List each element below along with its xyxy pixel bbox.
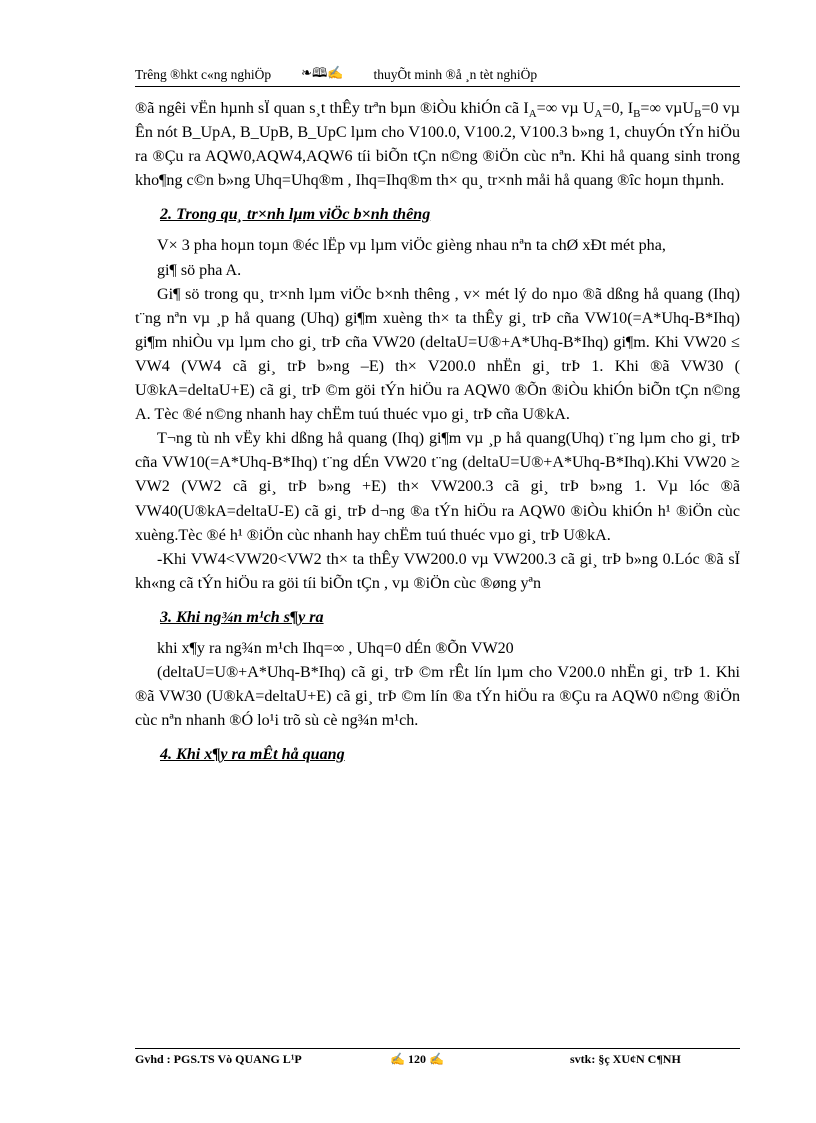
page-body bbox=[135, 97, 740, 767]
paragraph-6: -Khi VW4<VW20<VW2 th× ta thÊy VW200.0 vµ VW200.3 cã gi¸ trÞ b»ng 0.Lóc ®ã sÏ kh«ng cã tÝn hiÖu ra göi tíi biÕn tÇn , vµ ®iÖn cùc ®øng yªn bbox=[135, 550, 740, 592]
header-divider bbox=[135, 86, 740, 87]
paragraph-3: gi¶ sö pha A. bbox=[157, 261, 242, 279]
footer-advisor: Gvhd : PGS.TS Vò QUANG L¹P bbox=[135, 1052, 302, 1066]
section-heading-2: 2. Trong qu¸ tr×nh lµm viÖc b×nh thêng bbox=[160, 206, 431, 224]
paragraph-8: (deltaU=U®+A*Uhq-B*Ihq) cã gi¸ trÞ ©m rÊt lín lµm cho V200.0 nhËn gi¸ trÞ 1. Khi ®ã VW30 (U®kA=deltaU+E) cã gi¸ trÞ ©m lín ®a tÝn hiÖu ra ®Çu ra AQW0 n©ng ®iÖn cùc nªn nhanh ®Ó lo¹i trõ sù cè ng¾n m¹ch. bbox=[135, 664, 740, 730]
footer-divider bbox=[135, 1048, 740, 1049]
header-doc-title: thuyÕt minh ®å ¸n tèt nghiÖp bbox=[373, 67, 538, 82]
section-heading-4: 4. Khi x¶y ra mÊt hå quang bbox=[160, 746, 345, 764]
footer-student: svtk: §ç XU¢N C¶NH bbox=[570, 1052, 681, 1066]
header-school: Trêng ®hkt c«ng nghiÖp bbox=[135, 67, 272, 82]
header-ornament-icon: ❧🕮✍ bbox=[301, 65, 344, 80]
paragraph-4: Gi¶ sö trong qu¸ tr×nh lµm viÖc b×nh thêng , v× mét lý do nµo ®ã dßng hå quang (Ihq) t¨ng nªn vµ ¸p hå quang (Uhq) gi¶m xuèng th× ta thÊy gi¸ trÞ cña VW10(=A*Uhq-B*Ihq) gi¶m nhiÒu vµ lµm cho gi¸ trÞ cña VW20 (deltaU=U®+A*Uhq-B*Ihq) gi¶m. Khi VW20 ≤ VW4 (VW4 cã gi¸ trÞ b»ng –E) th× V200.0 nhËn gi¸ trÞ 1. Khi ®ã VW30 ( U®kA=deltaU+E) cã gi¸ trÞ ©m göi tÝn hiÖu ra AQW0 ®Õn ®iÒu khiÓn biÕn tÇn n©ng A. Tèc ®é n©ng nhanh hay chËm tuú thuéc vµo gi¸ trÞ cña U®kA. bbox=[135, 285, 740, 424]
paragraph-7: khi x¶y ra ng¾n m¹ch Ihq=∞ , Uhq=0 dÉn ®Õn VW20 bbox=[157, 639, 514, 657]
paragraph-1: ®ã ngêi vËn hµnh sÏ quan s¸t thÊy trªn bµn ®iÒu khiÓn cã $I_A=\infty$ vµ $U_A=0$, $I_B=\infty$ vµU$_B$=0 vµ Ên nót B_UpA, B_UpB, B_UpC lµm cho V100.0, V100.2, V100.3 b»ng 1, chuyÓn tÝn hiÖu ra ®Çu ra AQW0,AQW4,AQW6 tíi biÕn tÇn n©ng ®iÖn cùc nªn. Khi hå quang sinh trong kho¶ng c©n b»ng Uhq=Uhq®m , Ihq=Ihq®m th× qu¸ tr×nh måi hå quang ®îc hoµn thµnh. bbox=[135, 100, 740, 190]
paragraph-2: V× 3 pha hoµn toµn ®éc lËp vµ lµm viÖc gièng nhau nªn ta chØ xÐt mét pha, bbox=[157, 237, 666, 255]
page-number: ✍ 120 ✍ bbox=[390, 1052, 444, 1066]
paragraph-5: T¬ng tù nh vËy khi dßng hå quang (Ihq) gi¶m vµ ¸p hå quang(Uhq) t¨ng lµm cho gi¸ trÞ cña VW10(=A*Uhq-B*Ihq) t¨ng dÉn VW20 t¨ng (deltaU=U®+A*Uhq-B*Ihq).Khi VW20 ≥ VW2 (VW2 cã gi¸ trÞ b»ng +E) th× VW200.3 cã gi¸ trÞ b»ng 1. Vµ lóc ®ã VW40(U®kA=deltaU-E) cã gi¸ trÞ d¬ng ®a tÝn hiÖu ra AQW0 ®iÒu khiÓn h¹ ®iÖn cùc xuèng.Tèc ®é h¹ ®iÖn cùc nhanh hay chËm tuú thuéc vµo gi¸ trÞ U®kA. bbox=[135, 430, 740, 544]
section-heading-3: 3. Khi ng¾n m¹ch s¶y ra bbox=[160, 608, 324, 626]
page-header bbox=[135, 64, 740, 86]
